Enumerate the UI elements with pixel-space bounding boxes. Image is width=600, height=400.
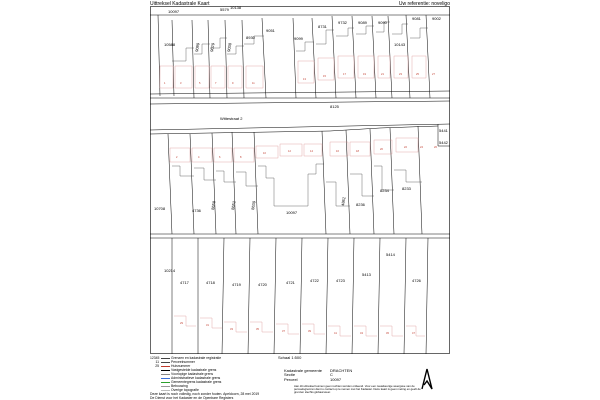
house-number: 7	[215, 82, 217, 85]
parcel-info-label: Perceel	[284, 376, 298, 382]
north-arrow-icon	[420, 367, 434, 391]
house-number: 39	[308, 330, 311, 333]
house-number: 15	[323, 75, 326, 78]
cadastral-map[interactable]	[150, 6, 450, 354]
legend-swatch	[161, 390, 170, 391]
legend-label: Vastgestelde kadastrale grens	[171, 368, 217, 372]
parcel-label: 5414	[386, 252, 395, 257]
parcel-label: 8234	[380, 188, 389, 193]
legend-label: Overige topografie	[171, 388, 199, 392]
legend-swatch	[161, 378, 170, 379]
parcel-label: 9030	[226, 42, 233, 53]
house-number: 4	[198, 156, 200, 159]
house-number: 26	[434, 146, 437, 149]
legend-panel	[150, 356, 450, 400]
parcel-label: 8650	[210, 200, 217, 211]
house-number: 2	[176, 156, 178, 159]
parcel-label: 10708	[154, 206, 166, 211]
parcel-label: 4722	[310, 278, 319, 283]
parcel-info-label: Kadastrale gemeente	[284, 368, 323, 373]
legend-label: Bebouwing	[171, 384, 188, 388]
house-number: 23	[399, 73, 402, 76]
house-number: 33	[230, 328, 233, 331]
house-number: 8	[240, 156, 242, 159]
parcel-label: 9090	[378, 20, 387, 25]
parcel-label: 9099	[194, 42, 201, 53]
map-canvas[interactable]	[150, 6, 450, 354]
house-number: 3	[180, 82, 182, 85]
house-number: 21	[381, 73, 384, 76]
map-title: Uittreksel Kadastrale Kaart	[150, 1, 210, 7]
house-number: 12	[288, 150, 291, 153]
map-frame	[151, 7, 450, 354]
house-number: 47	[412, 332, 415, 335]
house-number: 13	[303, 78, 306, 81]
house-number: 37	[282, 330, 285, 333]
parcel-label: 4862	[340, 196, 347, 207]
parcel-label: 9081	[412, 16, 421, 21]
parcel-label: 10097	[286, 210, 298, 215]
parcel-label: 10214	[164, 268, 176, 273]
parcel-label: 8236	[356, 202, 365, 207]
parcel-label: 4726	[412, 278, 421, 283]
house-number: 45	[386, 332, 389, 335]
house-number: 43	[360, 332, 363, 335]
parcel-label: 8639	[250, 200, 257, 211]
parcel-label: 4721	[286, 280, 295, 285]
disclaimer-text: Aan dit uittreksel kunnen geen rechten worden ontleend. Voor een nauwkeurige weergave van de perceelsgrenzen dient u contact op te nemen met het Kadaster. Deze kaart is geen meting en geeft de grenzen slechts globaal weer.	[294, 384, 421, 395]
street-parcel: 8125	[330, 104, 339, 109]
parcel-label: 8233	[402, 186, 411, 191]
parcel-info	[284, 369, 352, 382]
parcel-label: 10588	[164, 42, 176, 47]
house-number: 20	[380, 148, 383, 151]
legend-label: Gemeentegrens kadastrale grens	[171, 380, 222, 384]
street-lines	[150, 101, 450, 146]
legend-swatch	[161, 374, 170, 375]
block-b-lines	[150, 126, 450, 234]
parcel-info-value: C	[330, 372, 333, 378]
legend-label: Voorlopige kadastrale grens	[171, 372, 214, 376]
parcel-label: 9002	[432, 16, 441, 21]
parcel-label: 9099	[294, 36, 303, 41]
scale-label: Schaal 1:500	[278, 355, 302, 360]
top-strip-label: 10138	[230, 6, 242, 10]
legend-swatch	[161, 358, 170, 359]
top-strip-label: 5579	[220, 7, 229, 12]
block-c-lines	[150, 238, 450, 354]
legend-swatch	[161, 370, 170, 371]
parcel-label: 9089	[358, 20, 367, 25]
parcel-label: 9051	[266, 28, 275, 33]
house-number: 24	[420, 146, 423, 149]
parcel-info-row	[284, 378, 352, 382]
street-name: Wittestraat 2	[220, 116, 243, 121]
legend-swatch	[161, 362, 170, 363]
house-number: 25	[416, 73, 419, 76]
parcel-label: 8930	[246, 35, 255, 40]
house-number: 6	[219, 156, 221, 159]
legend-code: 12345	[150, 356, 160, 360]
house-number: 27	[432, 73, 435, 76]
parcel-label: 4717	[180, 280, 189, 285]
house-number: 41	[334, 332, 337, 335]
house-number: 10	[263, 152, 266, 155]
house-number: 5	[199, 82, 201, 85]
parcel-label: 4736	[192, 208, 201, 213]
house-number: 19	[363, 73, 366, 76]
parcel-info-value: 10097	[330, 376, 342, 382]
house-number: 22	[404, 146, 407, 149]
house-number: 35	[256, 328, 259, 331]
legend-footer: Deze kaart is noch volledig, noch zonder fouten. Apeldoorn, 28 mei 2019	[150, 392, 260, 396]
block-b-buildings	[172, 164, 422, 206]
house-number: 18	[356, 150, 359, 153]
legend-swatch	[161, 366, 170, 367]
house-number: 14	[310, 150, 313, 153]
legend-label: Huisnummer	[171, 364, 191, 368]
legend-code: 25	[155, 364, 159, 368]
legend-swatch	[161, 382, 170, 383]
house-number: 29	[180, 322, 183, 325]
legend-label: Perceelnummer	[171, 360, 195, 364]
house-number: 11	[252, 82, 255, 85]
parcel-label: 8731	[318, 24, 327, 29]
legend-footer: De Dienst voor het Kadaster en de Openbare Registers	[150, 396, 234, 400]
legend-swatch	[161, 386, 170, 387]
parcel-info-label: Sectie	[284, 372, 296, 378]
parcel-label: 5442	[439, 140, 448, 145]
parcel-label: 4723	[336, 278, 345, 283]
map-reference: Uw referentie: noveligo	[398, 1, 450, 7]
top-strip-label: 10097	[168, 9, 180, 14]
parcel-label: 5441	[439, 128, 448, 133]
parcel-label: 4718	[206, 280, 215, 285]
block-a-buildings	[172, 22, 428, 61]
parcel-info-value: DRACHTEN	[330, 368, 353, 373]
legend-label: Grenzen en kadastrale registratie	[171, 356, 222, 360]
parcel-label: 9029	[209, 42, 216, 53]
legend-label: Administratieve kadastrale grens	[171, 376, 221, 380]
parcel-label: 4720	[258, 282, 267, 287]
house-number: 17	[343, 73, 346, 76]
legend-code: 11	[155, 360, 159, 364]
parcel-label: 10143	[394, 42, 406, 47]
parcel-label: 8651	[230, 200, 237, 211]
house-number: 1	[164, 82, 166, 85]
house-number: 16	[336, 150, 339, 153]
parcel-label: 9732	[338, 20, 347, 25]
parcel-label: 5413	[362, 272, 371, 277]
house-number: 31	[206, 324, 209, 327]
house-number: 9	[232, 82, 234, 85]
parcel-label: 4719	[232, 282, 241, 287]
